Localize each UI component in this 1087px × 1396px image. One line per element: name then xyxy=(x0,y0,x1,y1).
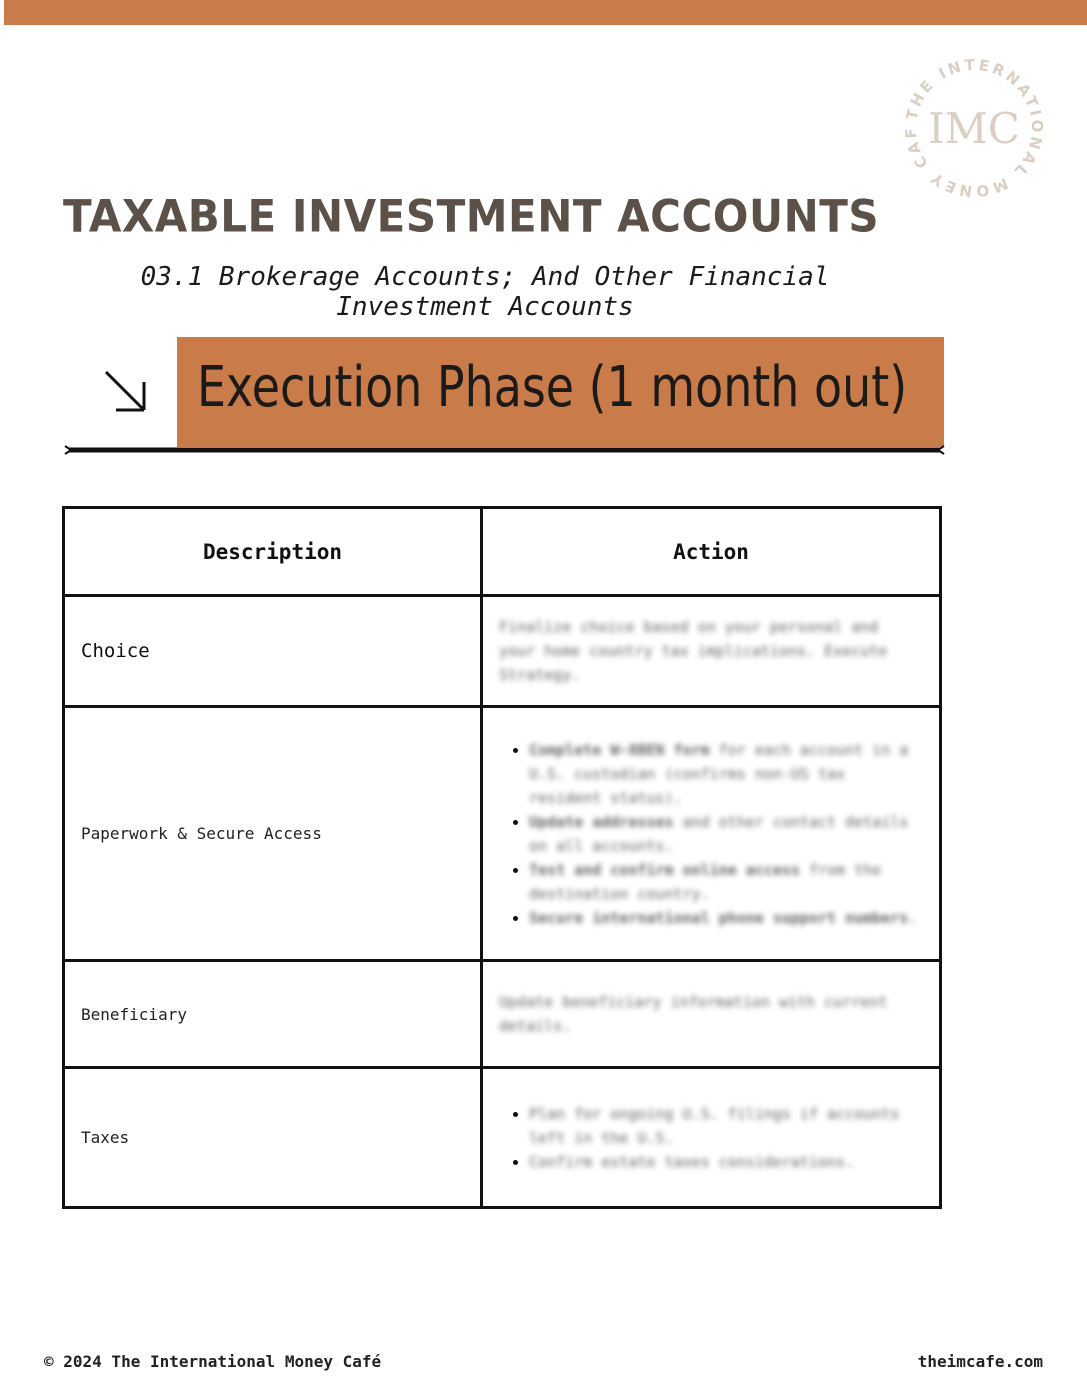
column-header-description: Description xyxy=(64,508,482,596)
row-description: Beneficiary xyxy=(64,961,482,1068)
phase-label: Execution Phase (1 month out) xyxy=(197,355,908,420)
list-item: • Complete W-8BEN form for each account in a U.S. custodian (confirms non-US tax resident status). xyxy=(529,738,923,810)
row-action xyxy=(482,961,941,1068)
column-header-action: Action xyxy=(482,508,941,596)
table-row xyxy=(64,707,941,961)
action-text: Update beneficiary information with current details. xyxy=(499,993,888,1035)
action-table xyxy=(62,506,942,1209)
section-divider xyxy=(63,440,946,460)
row-action xyxy=(482,1068,941,1208)
list-item: • Confirm estate taxes considerations. xyxy=(529,1150,923,1174)
section-subtitle: 03.1 Brokerage Accounts; And Other Financial Investment Accounts xyxy=(140,262,830,322)
action-list xyxy=(499,738,923,930)
row-action xyxy=(482,707,941,961)
table-row xyxy=(64,1068,941,1208)
imc-logo xyxy=(898,57,1050,199)
list-item: • Test and confirm online access from the destination country. xyxy=(529,858,923,906)
table-row xyxy=(64,961,941,1068)
phase-banner xyxy=(177,337,944,447)
row-action xyxy=(482,596,941,707)
footer-copyright: © 2024 The International Money Café xyxy=(44,1352,382,1371)
action-list xyxy=(499,1102,923,1174)
action-text: Finalize choice based on your personal and your home country tax implications. Execute Strategy. xyxy=(499,618,888,684)
list-item: • Update addresses and other contact details on all accounts. xyxy=(529,810,923,858)
row-description: Choice xyxy=(64,596,482,707)
list-item: • Secure international phone support numbers. xyxy=(529,906,923,930)
row-description: Taxes xyxy=(64,1068,482,1208)
list-item: • Plan for ongoing U.S. filings if accounts left in the U.S. xyxy=(529,1102,923,1150)
table-header-row xyxy=(64,508,941,596)
footer-website-link[interactable]: theimcafe.com xyxy=(917,1352,1043,1371)
svg-text:IMC: IMC xyxy=(928,104,1020,153)
arrow-down-right-icon xyxy=(100,366,150,416)
top-accent-bar xyxy=(4,0,1087,25)
row-description: Paperwork & Secure Access xyxy=(64,707,482,961)
page-title: TAXABLE INVESTMENT ACCOUNTS xyxy=(63,190,880,243)
svg-text:THE INTERNATIONAL MONEY CAFÉ: THE INTERNATIONAL MONEY CAF xyxy=(901,57,1047,199)
table-row xyxy=(64,596,941,707)
